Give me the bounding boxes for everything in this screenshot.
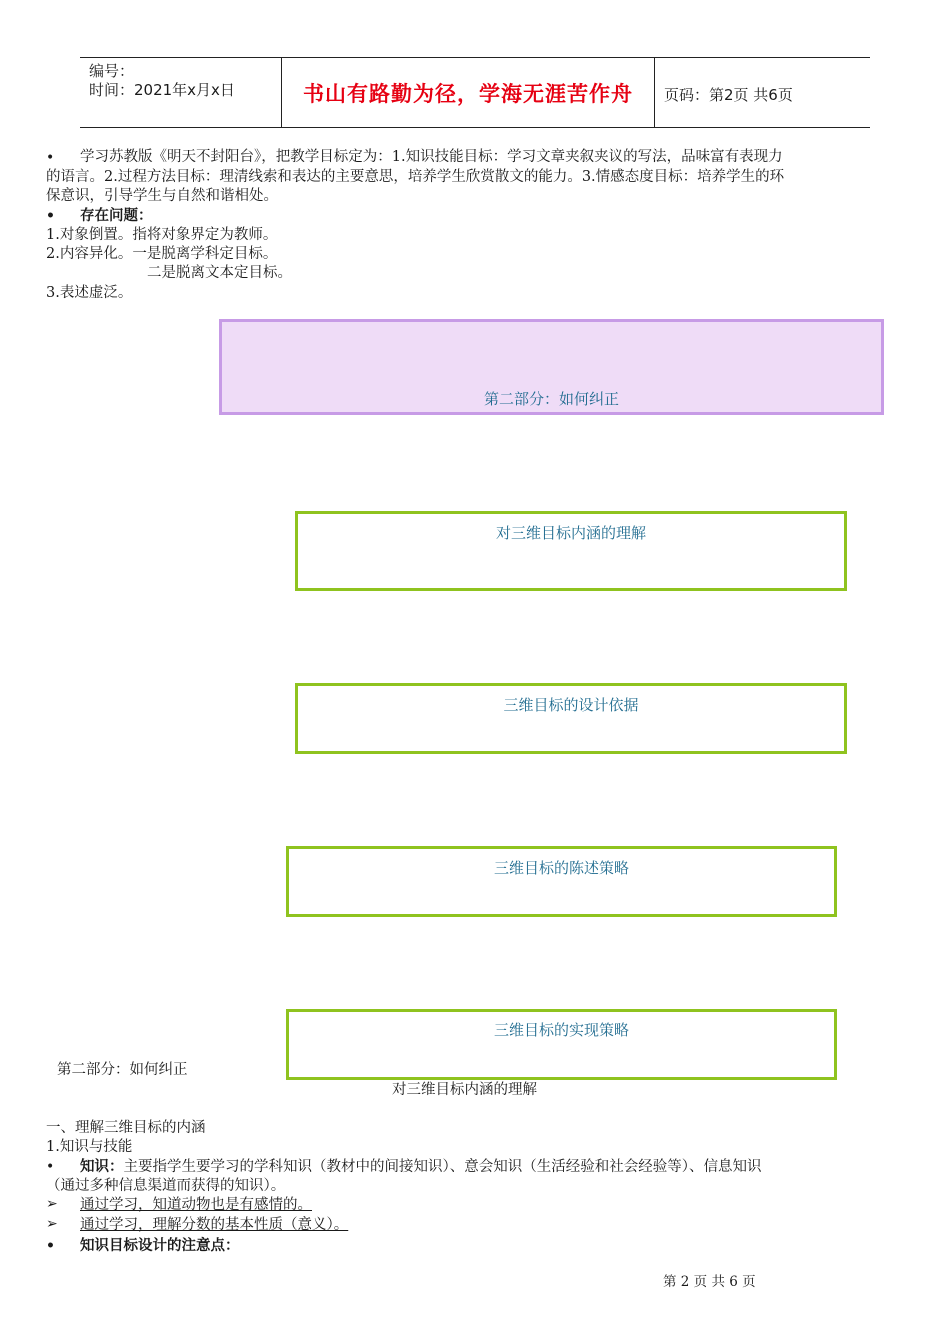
time-label: 时间：2021年x月x日 [89, 81, 235, 99]
problem-item: 3.表述虚泛。 [46, 285, 133, 301]
header-meta [89, 62, 235, 100]
section-heading: 一、理解三维目标的内涵 [46, 1120, 206, 1136]
diagram-box-label: 三维目标的陈述策略 [493, 859, 629, 877]
bullet-icon: • [46, 1238, 55, 1254]
number-label: 编号： [89, 62, 135, 80]
page-footer: 第 2 页 共 6 页 [663, 1274, 756, 1290]
diagram-box [286, 1009, 837, 1080]
note-heading: 知识目标设计的注意点： [80, 1237, 240, 1254]
caption-left: 第二部分：如何纠正 [57, 1062, 188, 1078]
bullet-icon: • [46, 1159, 55, 1175]
bullet-icon: • [46, 208, 55, 224]
knowledge-label: 知识： [80, 1158, 124, 1175]
example-item: 通过学习，知道动物也是有感情的。 [80, 1197, 312, 1213]
arrow-bullet-icon: ➢ [46, 1196, 58, 1212]
diagram-box-label: 对三维目标内涵的理解 [495, 524, 646, 542]
subsection-heading: 1.知识与技能 [46, 1139, 133, 1155]
header-divider [654, 58, 655, 127]
header-table [80, 57, 870, 128]
knowledge-text: 主要指学生要学习的学科知识（教材中的间接知识）、意会知识（生活经验和社会经验等）、信息知识 [123, 1159, 762, 1175]
section-title-box [219, 319, 884, 415]
header-page-info: 页码：第2页 共6页 [664, 86, 793, 104]
diagram-box-label: 三维目标的实现策略 [493, 1021, 629, 1039]
knowledge-paragraph-cont: （通过多种信息渠道而获得的知识）。 [46, 1178, 286, 1194]
intro-line: 学习苏教版《明天不封阳台》，把教学目标定为：1.知识技能目标：学习文章夹叙夹议的写法，品味富有表现力 [80, 149, 783, 165]
section-title-label: 第二部分：如何纠正 [483, 390, 619, 408]
example-item: 通过学习，理解分数的基本性质（意义）。 [80, 1217, 349, 1233]
intro-line: 的语言。2.过程方法目标：理清线索和表达的主要意思，培养学生欣赏散文的能力。3.情感态度目标：培养学生的环 [46, 169, 785, 185]
intro-line: 保意识，引导学生与自然和谐相处。 [46, 188, 278, 204]
problems-heading: 存在问题： [80, 207, 153, 224]
diagram-box [286, 846, 837, 917]
bullet-icon: • [46, 150, 55, 166]
knowledge-paragraph [80, 1157, 762, 1178]
problem-item: 二是脱离文本定目标。 [147, 265, 292, 281]
problem-item: 1.对象倒置。指将对象界定为教师。 [46, 227, 278, 243]
problem-item: 2.内容异化。一是脱离学科定目标。 [46, 246, 278, 262]
diagram-box-label: 三维目标的设计依据 [503, 696, 639, 714]
arrow-bullet-icon: ➢ [46, 1216, 58, 1232]
diagram-box [295, 511, 847, 591]
caption-center: 对三维目标内涵的理解 [392, 1082, 537, 1098]
header-motto: 书山有路勤为径，学海无涯苦作舟 [303, 82, 633, 106]
diagram-box [295, 683, 847, 754]
